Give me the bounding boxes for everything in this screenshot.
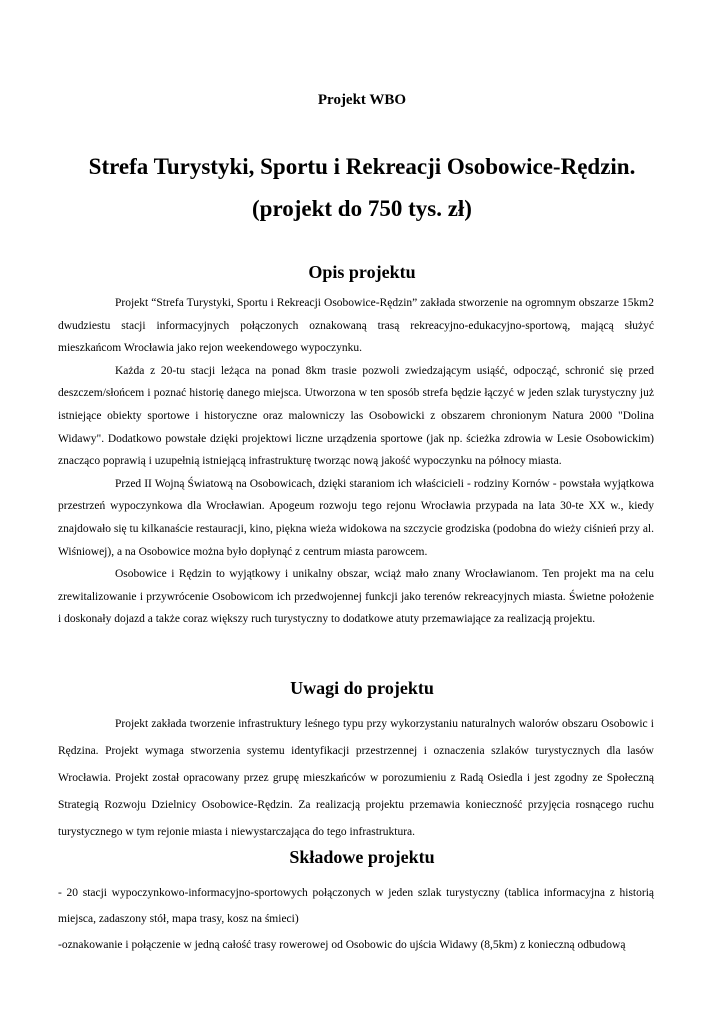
section-body-skladowe: [58, 880, 654, 958]
document-title: Strefa Turystyki, Sportu i Rekreacji Osobowice-Rędzin.: [88, 154, 636, 179]
document-subtitle: (projekt do 750 tys. zł): [252, 196, 472, 221]
paragraph: Każda z 20-tu stacji leżąca na ponad 8km trasie pozwoli zwiedzającym usiąść, odpocząć, schronić się przed deszczem/słońcem i poznać historię danego miejsca. Utworzona w ten sposób strefa będzie łączyć w jeden szlak turystyczny już istniejące obiekty sportowe i historyczne oraz malowniczy las Osobowicki z obszarem chronionym Natura 2000 "Dolina Widawy". Dodatkowo powstałe dzięki projektowi liczne urządzenia sportowe (jak np. ścieżka zdrowia w Lesie Osobowickim) znacząco poprawią i uzupełnią istniejącą infrastrukturę tworząc nową jakość wypoczynku na północy miasta.: [58, 364, 654, 468]
section-heading-uwagi: Uwagi do projektu: [290, 678, 434, 698]
document-pretitle: Projekt WBO: [317, 92, 407, 108]
paragraph: Projekt zakłada tworzenie infrastruktury leśnego typu przy wykorzystaniu naturalnych walorów obszaru Osobowic i Rędzina. Projekt wymaga stworzenia systemu identyfikacji przestrzennej i oznaczenia szlaków turystycznych dla lasów Wrocławia. Projekt został opracowany przez grupę mieszkańców w porozumieniu z Radą Osiedla i jest zgodny ze Społeczną Strategią Rozwoju Dzielnicy Osobowice-Rędzin. Za realizacją projektu przemawia konieczność przyjęcia rosnącego ruchu turystycznego w tym rejonie miasta i niewystarczająca do tego infrastruktura.: [58, 718, 654, 838]
list-item: -oznakowanie i połączenie w jedną całość trasy rowerowej od Osobowic do ujścia Widawy (8,5km) z konieczną odbudową: [58, 939, 626, 951]
section-body-uwagi: [58, 711, 654, 846]
paragraph: Przed II Wojną Światową na Osobowicach, dzięki staraniom ich właścicieli - rodziny Kornów - powstała wyjątkowa przestrzeń wypoczynkowa dla Wrocławian. Apogeum rozwoju tego rejonu Wrocławia przypada na lata 30-te XX w., kiedy znajdowało się tu kilkanaście restauracji, kino, piękna wieża widokowa na szczycie grodziska (podobna do wieży ciśnień przy al. Wiśniowej), a na Osobowice można było dopłynąć z centrum miasta parowcem.: [58, 477, 654, 558]
section-heading-opis: Opis projektu: [308, 262, 416, 282]
section-body-opis: [58, 292, 654, 631]
section-heading-skladowe: Składowe projektu: [289, 847, 435, 867]
list-item: - 20 stacji wypoczynkowo-informacyjno-sportowych połączonych w jeden szlak turystyczny (tablica informacyjna z historią miejsca, zadaszony stół, mapa trasy, kosz na śmieci): [58, 887, 654, 925]
paragraph: Osobowice i Rędzin to wyjątkowy i unikalny obszar, wciąż mało znany Wrocławianom. Ten projekt ma na celu zrewitalizowanie i przywrócenie Osobowicom ich przedwojennej funkcji jako terenów rekreacyjnych miasta. Świetne położenie i doskonały dojazd a także coraz większy ruch turystyczny to dodatkowe atuty przemawiające za realizacją projektu.: [58, 568, 654, 626]
paragraph: Projekt “Strefa Turystyki, Sportu i Rekreacji Osobowice-Rędzin” zakłada stworzenie na ogromnym obszarze 15km2 dwudziestu stacji informacyjnych połączonych oznakowaną trasą rekreacyjno-edukacyjno-sportową, mającą służyć mieszkańcom Wrocławia jako rejon weekendowego wypoczynku.: [58, 297, 654, 355]
